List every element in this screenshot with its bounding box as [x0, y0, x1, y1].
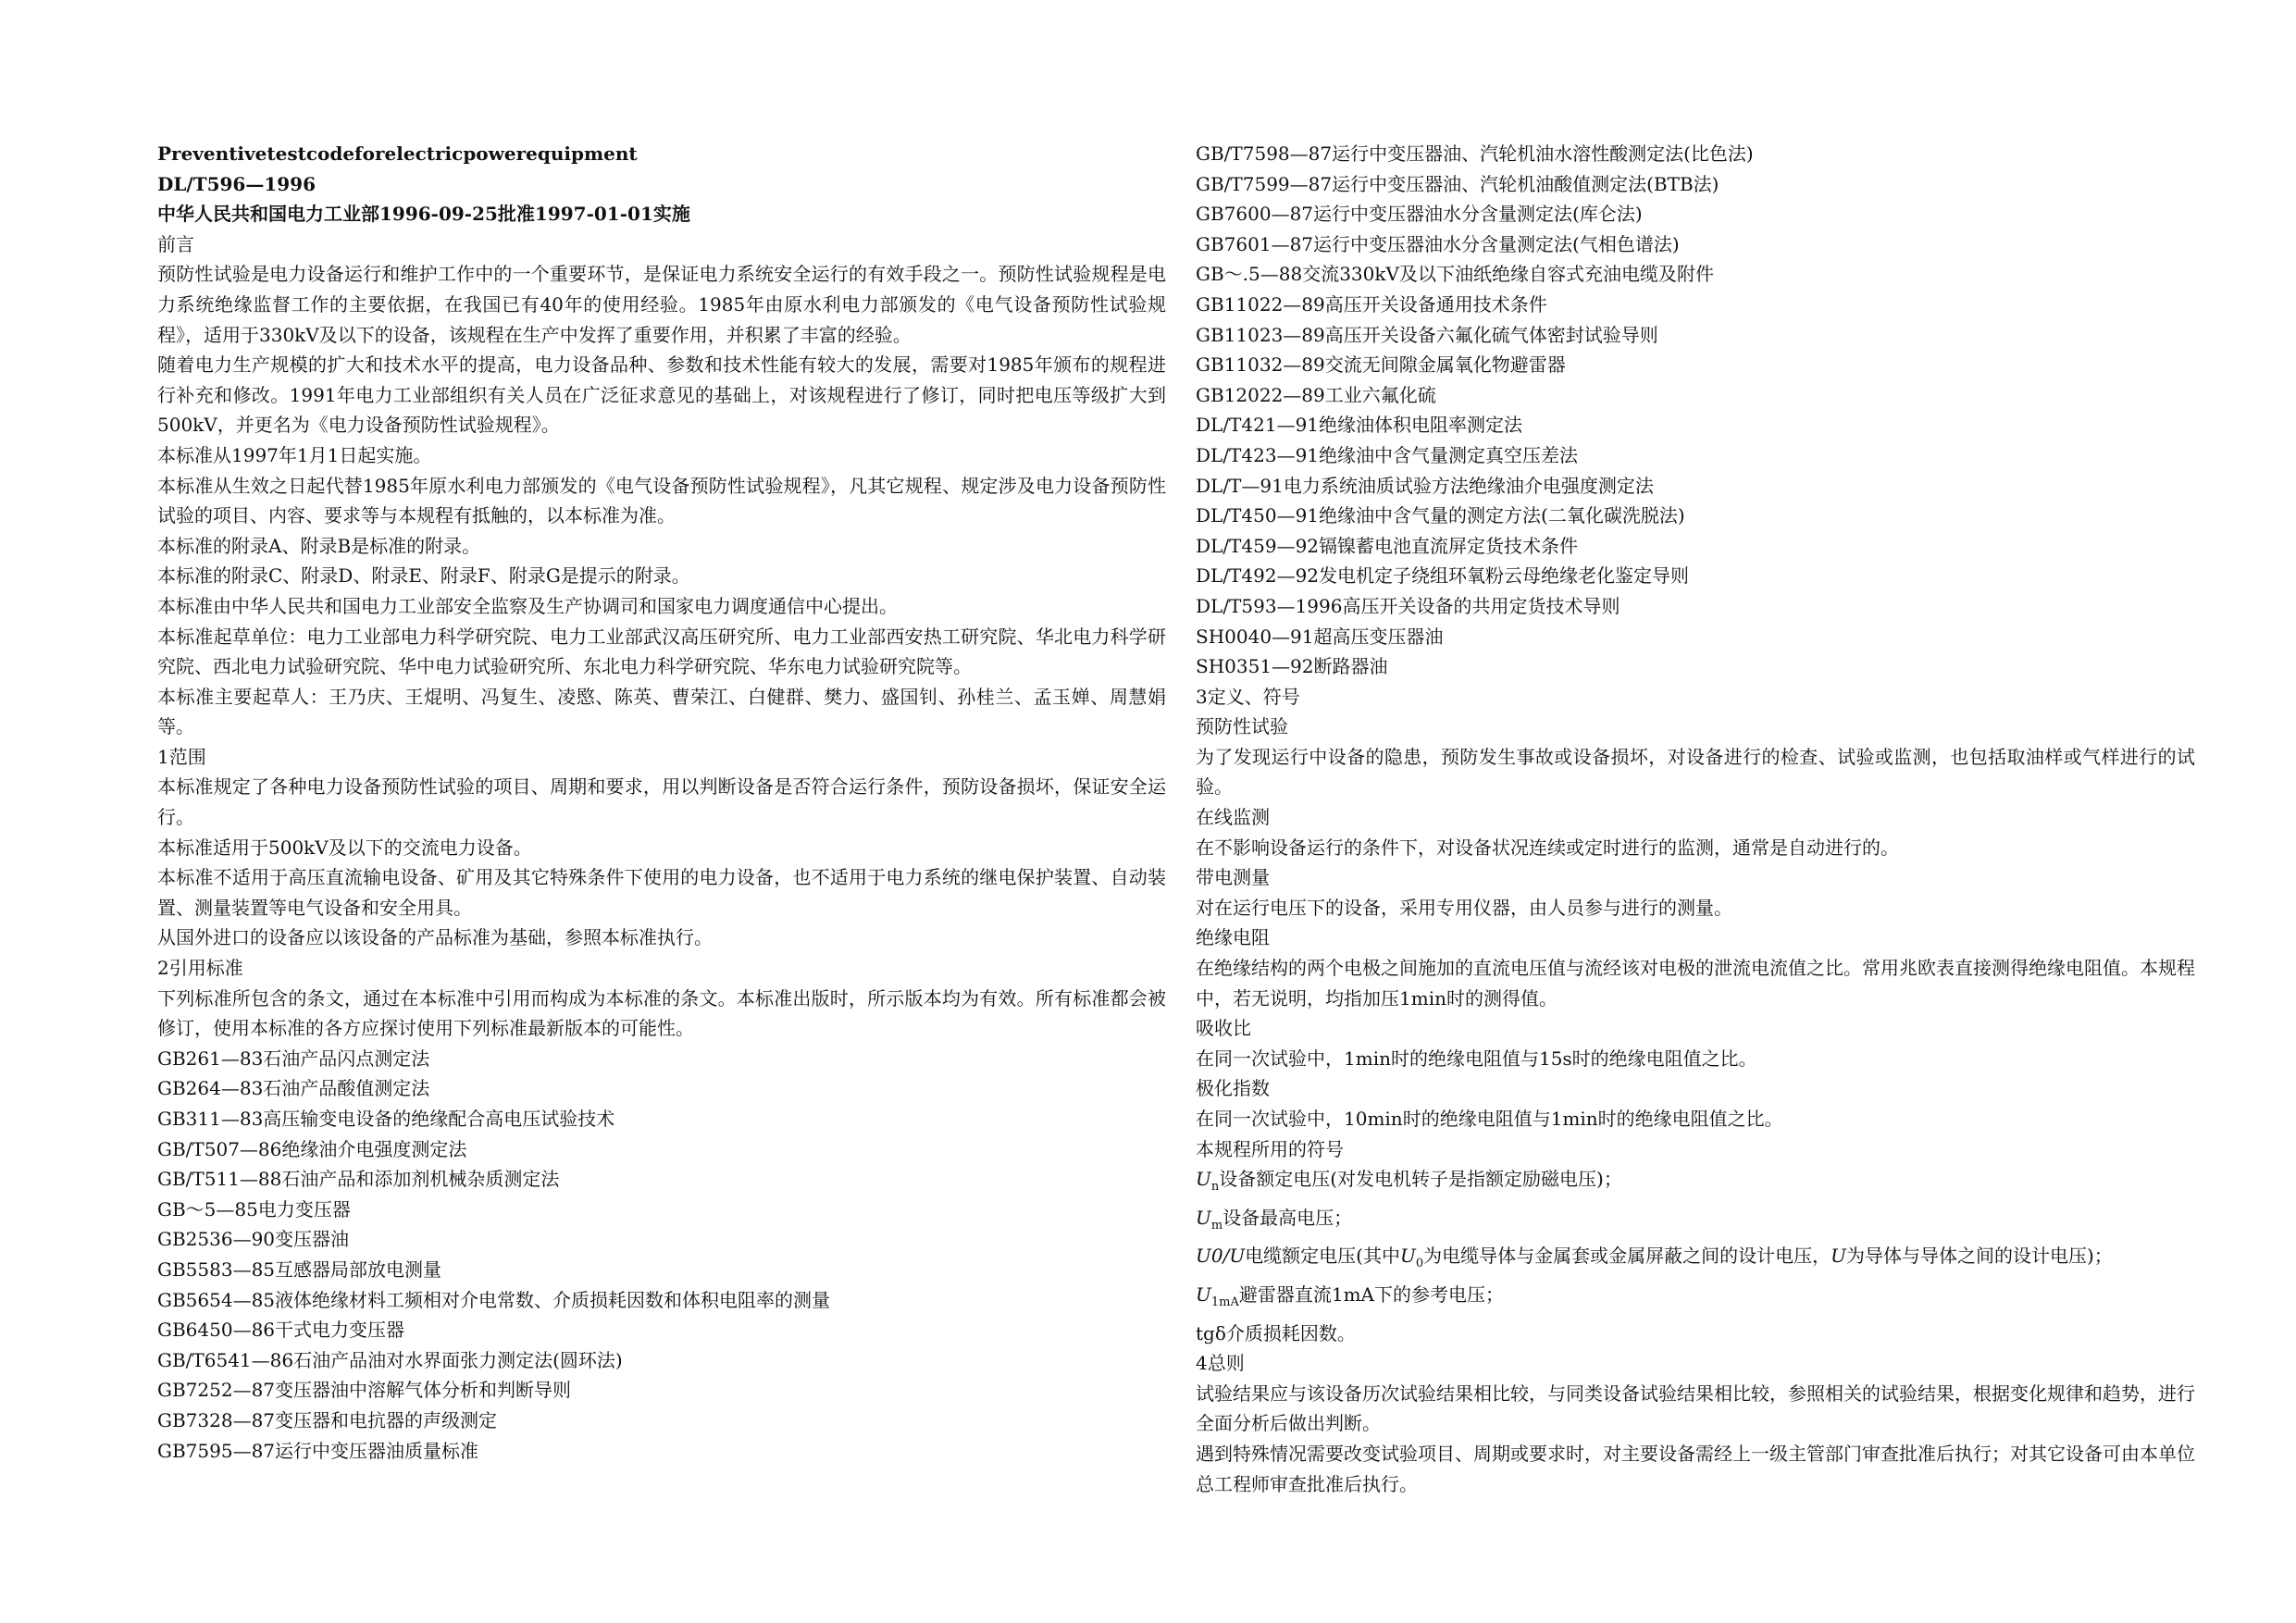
reference-item: DL/T593—1996高压开关设备的共用定货技术导则: [1196, 594, 1620, 617]
definition-text: 在同一次试验中，1min时的绝缘电阻值与15s时的绝缘电阻值之比。: [1196, 1047, 1757, 1070]
reference-item: GB/T7598—87运行中变压器油、汽轮机油水溶性酸测定法(比色法): [1196, 142, 1754, 165]
symbol-u1ma-subscript: 1mA: [1210, 1295, 1239, 1309]
definition-text: 在同一次试验中，10min时的绝缘电阻值与1min时的绝缘电阻值之比。: [1196, 1108, 1783, 1130]
reference-item: GB7328—87变压器和电抗器的声级测定: [157, 1408, 498, 1431]
foreword-paragraph: 本标准的附录C、附录D、附录E、附录F、附录G是提示的附录。: [157, 564, 690, 588]
reference-item: GB5654—85液体绝缘材料工频相对介电常数、介质损耗因数和体积电阻率的测量: [157, 1288, 831, 1311]
symbol-u0-line: [1196, 1241, 2195, 1280]
symbol-un: U: [1196, 1168, 1211, 1191]
reference-item: GB12022—89工业六氟化硫: [1196, 383, 1436, 406]
reference-item: GB264—83石油产品酸值测定法: [157, 1077, 430, 1100]
foreword-paragraph: 本标准从生效之日起代替1985年原水利电力部颁发的《电气设备预防性试验规程》，凡其它规程、规定涉及电力设备预防性试验的项目、内容、要求等与本规程有抵触的，以本标准为准。: [157, 474, 1166, 527]
reference-item: GB/T511—88石油产品和添加剂机械杂质测定法: [157, 1168, 560, 1191]
symbol-u0-text-2: 为电缆导体与金属套或金属屏蔽之间的设计电压，: [1423, 1245, 1831, 1268]
symbol-u1ma: U: [1196, 1282, 1211, 1306]
foreword-paragraph: 预防性试验是电力设备运行和维护工作中的一个重要环节，是保证电力系统安全运行的有效手段之一。预防性试验规程是电力系统绝缘监督工作的主要依据，在我国已有40年的使用经验。1985年由原水利电力部颁发的《电气设备预防性试验规程》，适用于330kV及以下的设备，该规程在生产中发挥了重要作用，并积累了丰富的经验。: [157, 263, 1166, 346]
approval-line: 中华人民共和国电力工业部1996-09-25批准1997-01-01实施: [157, 203, 690, 226]
reference-item: GB7595—87运行中变压器油质量标准: [157, 1439, 479, 1462]
left-column: [157, 139, 1166, 1466]
scope-paragraph: 本标准规定了各种电力设备预防性试验的项目、周期和要求，用以判断设备是否符合运行条件，预防设备损坏，保证安全运行。: [157, 775, 1166, 829]
reference-item: DL/T450—91绝缘油中含气量的测定方法(二氧化碳洗脱法): [1196, 504, 1685, 527]
english-title: Preventivetestcodeforelectricpowerequipment: [157, 142, 638, 165]
reference-item: GB/T507—86绝缘油介电强度测定法: [157, 1137, 467, 1160]
symbol-u0-text-1: 电缆额定电压(其中: [1245, 1245, 1400, 1268]
references-intro: 下列标准所包含的条文，通过在本标准中引用而构成为本标准的条文。本标准出版时，所示版本均为有效。所有标准都会被修订，使用本标准的各方应探讨使用下列标准最新版本的可能性。: [157, 986, 1166, 1040]
symbol-tg-line: tgδ介质损耗因数。: [1196, 1321, 1356, 1344]
definition-term: 绝缘电阻: [1196, 926, 1270, 949]
scope-paragraph: 本标准不适用于高压直流输电设备、矿用及其它特殊条件下使用的电力设备，也不适用于电力系统的继电保护装置、自动装置、测量装置等电气设备和安全用具。: [157, 866, 1166, 919]
symbol-um-text: 设备最高电压；: [1222, 1206, 1353, 1229]
foreword-paragraph: 本标准的附录A、附录B是标准的附录。: [157, 534, 481, 557]
definition-term: 预防性试验: [1196, 715, 1288, 738]
reference-item: GB2536—90变压器油: [157, 1228, 350, 1251]
reference-item: DL/T—91电力系统油质试验方法绝缘油介电强度测定法: [1196, 474, 1654, 497]
foreword-paragraph: 随着电力生产规模的扩大和技术水平的提高，电力设备品种、参数和技术性能有较大的发展，需要对1985年颁布的规程进行补充和修改。1991年电力工业部组织有关人员在广泛征求意见的基础上，对该规程进行了修订，同时把电压等级扩大到500kV，并更名为《电力设备预防性试验规程》。: [157, 353, 1166, 437]
general-paragraph: 遇到特殊情况需要改变试验项目、周期或要求时，对主要设备需经上一级主管部门审查批准后执行；对其它设备可由本单位总工程师审查批准后执行。: [1196, 1442, 2195, 1495]
definition-text: 对在运行电压下的设备，采用专用仪器，由人员参与进行的测量。: [1196, 896, 1732, 919]
reference-item: GB7600—87运行中变压器油水分含量测定法(库仑法): [1196, 203, 1643, 226]
foreword-paragraph: 本标准起草单位：电力工业部电力科学研究院、电力工业部武汉高压研究所、电力工业部西安热工研究院、华北电力科学研究院、西北电力试验研究院、华中电力试验研究所、东北电力科学研究院、华东电力试验研究院等。: [157, 625, 1166, 678]
symbol-u0-text-3: 为导体与导体之间的设计电压)；: [1846, 1245, 2113, 1268]
reference-item: GB261—83石油产品闪点测定法: [157, 1047, 430, 1070]
definition-term: 吸收比: [1196, 1017, 1251, 1040]
symbol-un-line: [1196, 1164, 2195, 1203]
definition-term: 极化指数: [1196, 1077, 1270, 1100]
reference-item: DL/T423—91绝缘油中含气量测定真空压差法: [1196, 443, 1579, 466]
definition-text: 在不影响设备运行的条件下，对设备状况连续或定时进行的监测，通常是自动进行的。: [1196, 836, 1899, 859]
reference-item: GB11032—89交流无间隙金属氧化物避雷器: [1196, 353, 1566, 377]
foreword-heading: 前言: [157, 232, 194, 255]
reference-item: GB/T7599—87运行中变压器油、汽轮机油酸值测定法(BTB法): [1196, 172, 1719, 195]
scope-paragraph: 从国外进口的设备应以该设备的产品标准为基础，参照本标准执行。: [157, 926, 713, 949]
general-paragraph: 试验结果应与该设备历次试验结果相比较，与同类设备试验结果相比较，参照相关的试验结果，根据变化规律和趋势，进行全面分析后做出判断。: [1196, 1381, 2195, 1435]
symbol-u0-u: U: [1831, 1245, 1846, 1268]
reference-item: GB311—83高压输变电设备的绝缘配合高电压试验技术: [157, 1108, 615, 1130]
definition-term: 在线监测: [1196, 806, 1270, 829]
symbol-un-subscript: n: [1210, 1180, 1220, 1195]
symbol-u1ma-text: 避雷器直流1mA下的参考电压；: [1238, 1282, 1504, 1306]
reference-item: GB～.5—88交流330kV及以下油纸绝缘自容式充油电缆及附件: [1196, 263, 1714, 286]
reference-item: SH0040—91超高压变压器油: [1196, 625, 1444, 648]
definition-text: 为了发现运行中设备的隐患，预防发生事故或设备损坏，对设备进行的检查、试验或监测，也包括取油样或气样进行的试验。: [1196, 745, 2195, 799]
section-heading-references: 2引用标准: [157, 957, 243, 980]
standard-code: DL/T596—1996: [157, 172, 316, 195]
section-heading-scope: 1范围: [157, 745, 206, 768]
section-heading-general: 4总则: [1196, 1352, 1245, 1375]
symbol-um: U: [1196, 1206, 1211, 1229]
definition-term: 带电测量: [1196, 866, 1270, 889]
scope-paragraph: 本标准适用于500kV及以下的交流电力设备。: [157, 836, 532, 859]
symbol-u0: U0/U: [1196, 1245, 1246, 1268]
reference-item: DL/T492—92发电机定子绕组环氧粉云母绝缘老化鉴定导则: [1196, 564, 1690, 588]
reference-item: SH0351—92断路器油: [1196, 655, 1388, 678]
reference-item: GB5583—85互感器局部放电测量: [157, 1258, 442, 1281]
reference-item: GB11023—89高压开关设备六氟化硫气体密封试验导则: [1196, 323, 1658, 346]
reference-item: GB11022—89高压开关设备通用技术条件: [1196, 292, 1547, 316]
symbol-u0-inner: U: [1400, 1245, 1416, 1268]
reference-item: GB7252—87变压器油中溶解气体分析和判断导则: [157, 1379, 572, 1402]
reference-item: DL/T459—92镉镍蓄电池直流屏定货技术条件: [1196, 534, 1579, 557]
symbol-u1ma-line: [1196, 1280, 2195, 1319]
reference-item: GB/T6541—86石油产品油对水界面张力测定法(圆环法): [157, 1348, 623, 1371]
symbol-um-line: [1196, 1203, 2195, 1242]
reference-item: DL/T421—91绝缘油体积电阻率测定法: [1196, 414, 1523, 437]
definition-text: 在绝缘结构的两个电极之间施加的直流电压值与流经该对电极的泄流电流值之比。常用兆欧表直接测得绝缘电阻值。本规程中，若无说明，均指加压1min时的测得值。: [1196, 957, 2195, 1010]
symbols-heading: 本规程所用的符号: [1196, 1137, 1344, 1160]
symbol-um-subscript: m: [1210, 1218, 1223, 1233]
reference-item: GB6450—86干式电力变压器: [157, 1319, 405, 1342]
reference-item: GB7601—87运行中变压器油水分含量测定法(气相色谱法): [1196, 232, 1680, 255]
reference-item: GB～5—85电力变压器: [157, 1197, 351, 1220]
right-column: [1196, 139, 2195, 1499]
foreword-paragraph: 本标准由中华人民共和国电力工业部安全监察及生产协调司和国家电力调度通信中心提出。: [157, 594, 898, 617]
foreword-paragraph: 本标准主要起草人：王乃庆、王焜明、冯复生、凌愍、陈英、曹荣江、白健群、樊力、盛国钊、孙桂兰、孟玉婵、周慧娟等。: [157, 685, 1166, 738]
foreword-paragraph: 本标准从1997年1月1日起实施。: [157, 443, 432, 466]
symbol-u0-inner-subscript: 0: [1415, 1257, 1424, 1271]
symbol-un-text: 设备额定电压(对发电机转子是指额定励磁电压)；: [1219, 1168, 1622, 1191]
section-heading-definitions: 3定义、符号: [1196, 685, 1300, 708]
